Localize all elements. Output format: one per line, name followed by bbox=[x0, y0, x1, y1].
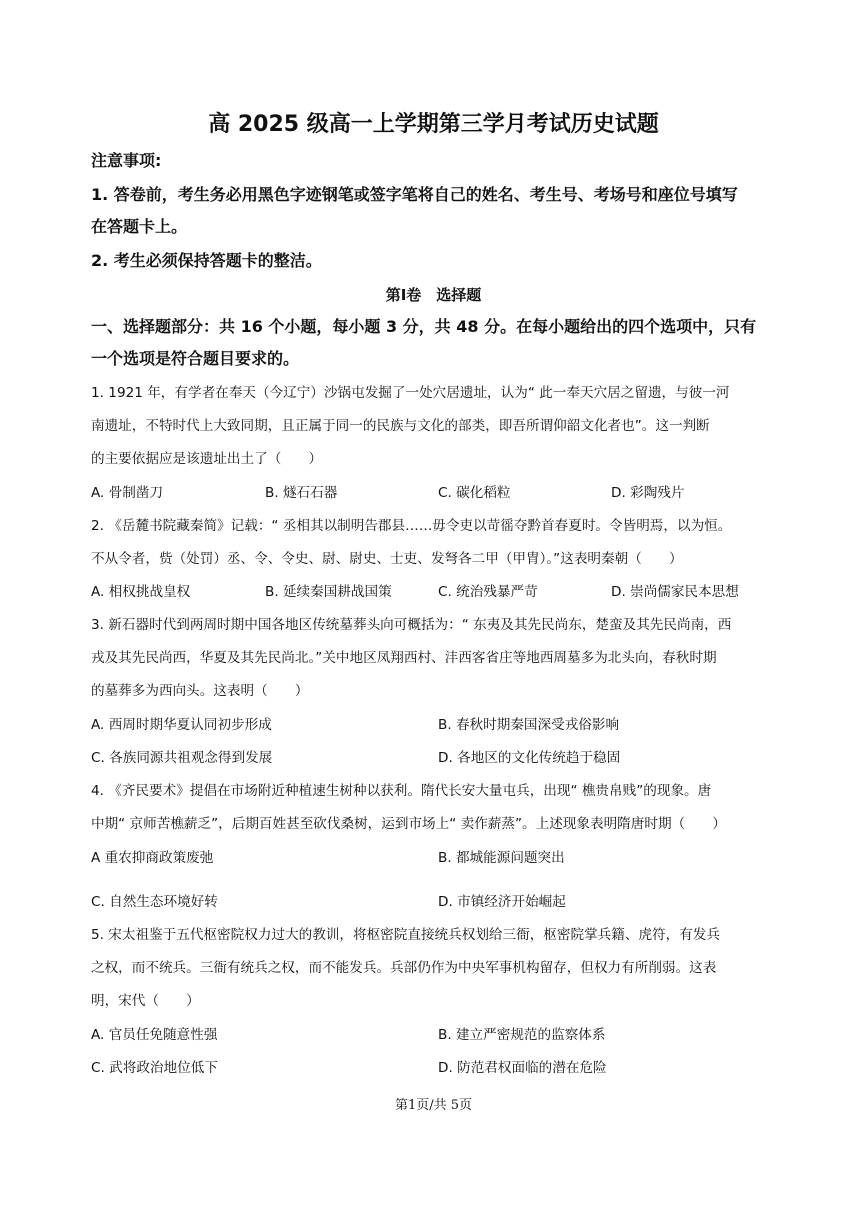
question-5-line-3: 明，宋代（ ） bbox=[91, 993, 200, 1009]
question-3-line-1: 3. 新石器时代到两周时期中国各地区传统墓葬头向可概括为：“ 东夷及其先民尚东，楚蛮及其先民尚南，西 bbox=[91, 617, 732, 633]
question-2-option-a: A. 相权挑战皇权 bbox=[91, 584, 191, 600]
question-4-option-a: A 重农抑商政策废弛 bbox=[91, 850, 214, 866]
question-2-line-2: 不从令者，赀（处罚）丞、令、令史、尉、尉史、士吏、发弩各二甲（甲胄）。”这表明秦朝（ ） bbox=[91, 551, 683, 567]
question-3-line-2: 戎及其先民尚西，华夏及其先民尚北。”关中地区凤翔西村、沣西客省庄等地西周墓多为北头向，春秋时期 bbox=[91, 650, 717, 666]
question-1-option-a: A. 骨制凿刀 bbox=[91, 485, 164, 501]
question-3-option-b: B. 春秋时期秦国深受戎俗影响 bbox=[438, 717, 620, 733]
question-5-option-c: C. 武将政治地位低下 bbox=[91, 1060, 218, 1076]
question-3-option-c: C. 各族同源共祖观念得到发展 bbox=[91, 750, 273, 766]
question-1-option-b: B. 燧石石器 bbox=[265, 485, 338, 501]
question-1-line-2: 南遗址，不特时代上大致同期，且正属于同一的民族与文化的部类，即吾所谓仰韶文化者也”。这一判断 bbox=[91, 418, 710, 434]
section-title: 第Ⅰ卷 选择题 bbox=[385, 286, 482, 304]
question-4-line-2: 中期“ 京师苦樵薪乏”，后期百姓甚至砍伐桑树，运到市场上“ 卖作薪蒸”。上述现象表明隋唐时期（ ） bbox=[91, 816, 726, 832]
question-3-line-3: 的墓葬多为西向头。这表明（ ） bbox=[91, 683, 309, 699]
question-2-option-c: C. 统治残暴严苛 bbox=[438, 584, 538, 600]
question-3-option-a: A. 西周时期华夏认同初步形成 bbox=[91, 717, 272, 733]
section-instructions-line-1: 一、选择题部分：共 16 个小题，每小题 3 分，共 48 分。在每小题给出的四个选项中，只有 bbox=[91, 317, 757, 336]
question-5-line-2: 之权，而不统兵。三衙有统兵之权，而不能发兵。兵部仍作为中央军事机构留存，但权力有所削弱。这表 bbox=[91, 960, 717, 976]
question-5-option-b: B. 建立严密规范的监察体系 bbox=[438, 1027, 606, 1043]
notes-item-1-line-1: 1. 答卷前，考生务必用黑色字迹钢笔或签字笔将自己的姓名、考生号、考场号和座位号填写 bbox=[91, 185, 738, 204]
question-4-line-1: 4. 《齐民要术》提倡在市场附近种植速生树种以获利。隋代长安大量屯兵，出现“ 樵贵帛贱”的现象。唐 bbox=[91, 783, 712, 799]
question-5-line-1: 5. 宋太祖鉴于五代枢密院权力过大的教训，将枢密院直接统兵权划给三衙，枢密院掌兵籍、虎符，有发兵 bbox=[91, 927, 721, 943]
exam-title: 高 2025 级高一上学期第三学月考试历史试题 bbox=[208, 112, 659, 137]
question-3-option-d: D. 各地区的文化传统趋于稳固 bbox=[438, 750, 621, 766]
notes-heading: 注意事项: bbox=[91, 151, 162, 170]
question-1-option-c: C. 碳化稻粒 bbox=[438, 485, 511, 501]
question-4-option-b: B. 都城能源问题突出 bbox=[438, 850, 565, 866]
question-1-line-1: 1. 1921 年，有学者在奉天（今辽宁）沙锅屯发掘了一处穴居遗址，认为“ 此一奉天穴居之留遗，与彼一河 bbox=[91, 385, 730, 401]
question-1-option-d: D. 彩陶残片 bbox=[611, 485, 685, 501]
page-footer: 第1页/共 5页 bbox=[394, 1098, 473, 1113]
section-instructions-line-2: 一个选项是符合题目要求的。 bbox=[91, 349, 300, 368]
notes-item-2: 2. 考生必须保持答题卡的整洁。 bbox=[91, 251, 322, 270]
question-1-line-3: 的主要依据应是该遗址出土了（ ） bbox=[91, 451, 323, 467]
question-2-line-1: 2. 《岳麓书院藏秦简》记载：“ 丞相其以制明告郡县……毋令吏以苛徭夺黔首春夏时。令皆明焉，以为恒。 bbox=[91, 518, 732, 534]
question-2-option-b: B. 延续秦国耕战国策 bbox=[265, 584, 392, 600]
question-5-option-a: A. 官员任免随意性强 bbox=[91, 1027, 218, 1043]
question-4-option-c: C. 自然生态环境好转 bbox=[91, 894, 218, 910]
question-2-option-d: D. 崇尚儒家民本思想 bbox=[611, 584, 739, 600]
question-4-option-d: D. 市镇经济开始崛起 bbox=[438, 894, 566, 910]
notes-item-1-line-2: 在答题卡上。 bbox=[91, 217, 188, 236]
question-5-option-d: D. 防范君权面临的潜在危险 bbox=[438, 1060, 607, 1076]
